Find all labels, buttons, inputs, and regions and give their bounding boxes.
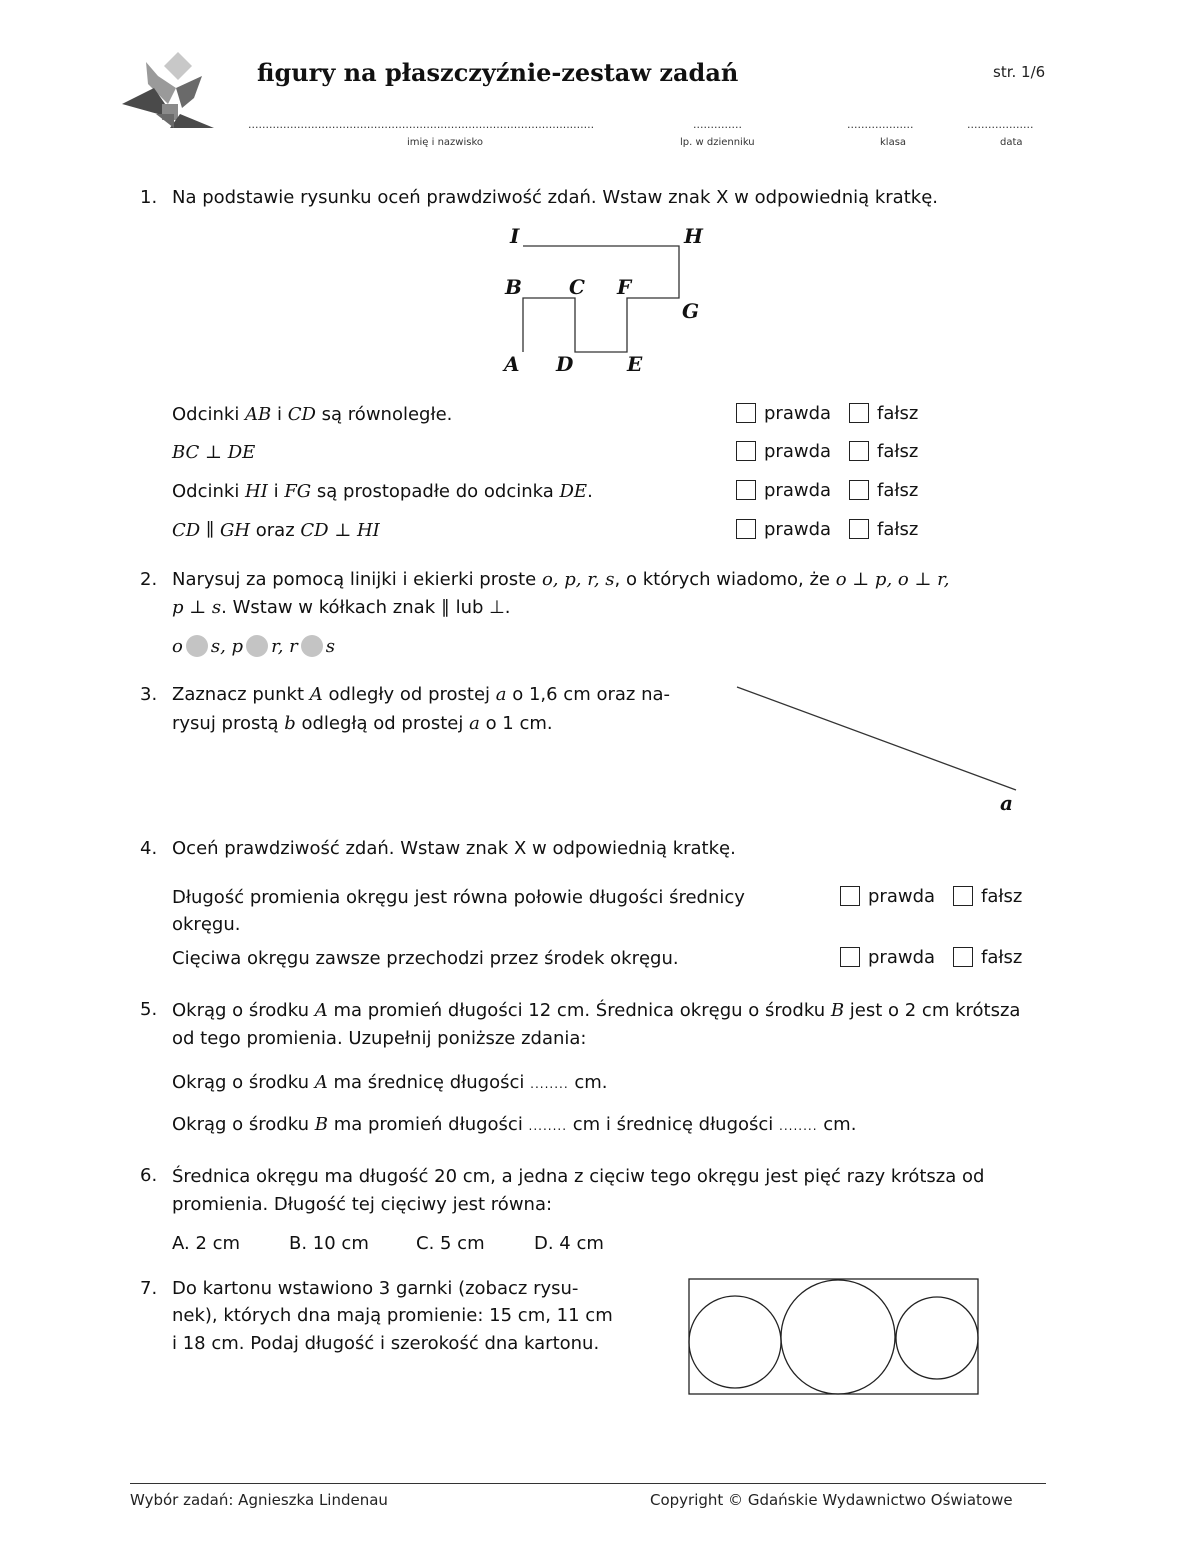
true-label: prawda [764,441,832,462]
relation-circle-o-s[interactable] [186,635,208,657]
true-label: prawda [868,886,936,907]
class-caption: klasa [880,137,907,148]
q1-s4-true-checkbox[interactable] [736,519,756,539]
q4-number: 4. [140,838,158,859]
q4-statement-1-line-1: Długość promienia okręgu jest równa połowie długości średnicy [172,887,745,908]
false-label: fałsz [877,480,919,501]
q6-line-1: Średnica okręgu ma długość 20 cm, a jedna z cięciw tego okręgu jest pięć razy krótsza od [172,1166,985,1187]
pot-18cm [781,1280,895,1394]
q5-sentence-1: Okrąg o środku A ma średnicę długości ........ cm. [172,1072,608,1093]
q5-radius-b-blank[interactable]: ........ [528,1119,568,1133]
q2-line-1: Narysuj za pomocą linijki i ekierki proste o, p, r, s, o których wiadomo, że o ⊥ p, o ⊥ r, [172,569,950,590]
page-number: str. 1/6 [993,63,1046,81]
q7-line-2: nek), których dna mają promienie: 15 cm, 11 cm [172,1305,613,1326]
point-label-i: I [510,224,520,248]
false-label: fałsz [981,947,1023,968]
q6-answer-c[interactable]: C. 5 cm [416,1233,485,1254]
q4-statement-1-line-2: okręgu. [172,914,241,935]
page-title: figury na płaszczyźnie-zestaw zadań [257,58,739,87]
q1-s2-choices [736,441,918,462]
footer-author: Wybór zadań: Agnieszka Lindenau [130,1491,388,1509]
q4-s1-true-checkbox[interactable] [840,886,860,906]
q4-s2-choices [840,947,1022,968]
q5-line-2: od tego promienia. Uzupełnij poniższe zdania: [172,1028,587,1049]
point-label-c: C [569,275,585,299]
q1-s4-false-checkbox[interactable] [849,519,869,539]
q3-number: 3. [140,684,158,705]
false-label: fałsz [877,441,919,462]
q7-number: 7. [140,1278,158,1299]
false-label: fałsz [981,886,1023,907]
register-number-caption: lp. w dzienniku [680,137,755,148]
q6-line-2: promienia. Długość tej cięciwy jest równa: [172,1194,553,1215]
point-label-h: H [684,224,703,248]
q4-s2-false-checkbox[interactable] [953,947,973,967]
q4-statement-2: Cięciwa okręgu zawsze przechodzi przez środek okręgu. [172,948,679,969]
false-label: fałsz [877,519,919,540]
point-label-a: A [504,352,520,376]
q4-s2-true-checkbox[interactable] [840,947,860,967]
q1-text: Na podstawie rysunku oceń prawdziwość zdań. Wstaw znak X w odpowiednią kratkę. [172,187,938,208]
q3-line-a [730,680,1030,800]
date-field[interactable]: ................... [967,118,1034,131]
q3-line-1: Zaznacz punkt A odległy od prostej a o 1,6 cm oraz na- [172,684,671,705]
point-label-d: D [556,352,574,376]
relation-circle-r-s[interactable] [301,635,323,657]
q1-s1-choices [736,403,918,424]
true-label: prawda [764,519,832,540]
q5-number: 5. [140,999,158,1020]
q6-answer-b[interactable]: B. 10 cm [289,1233,369,1254]
line-a-label: a [1000,791,1013,815]
q1-s3-true-checkbox[interactable] [736,480,756,500]
q5-line-1: Okrąg o środku A ma promień długości 12 cm. Średnica okręgu o środku B jest o 2 cm krótsza [172,1000,1021,1021]
footer-divider [130,1483,1046,1484]
q1-statement-4: CD ∥ GH oraz CD ⊥ HI [172,520,380,541]
q6-answer-a[interactable]: A. 2 cm [172,1233,241,1254]
q1-statement-2: BC ⊥ DE [172,442,256,463]
q5-sentence-2: Okrąg o środku B ma promień długości ........ cm i średnicę długości ........ cm. [172,1114,857,1135]
footer-copyright: Copyright © Gdańskie Wydawnictwo Oświatowe [650,1491,1013,1509]
q2-line-2: p ⊥ s. Wstaw w kółkach znak ∥ lub ⊥. [172,597,511,618]
point-label-b: B [505,275,522,299]
pot-11cm [896,1297,978,1379]
q4-text: Oceń prawdziwość zdań. Wstaw znak X w odpowiednią kratkę. [172,838,736,859]
q6-answer-d[interactable]: D. 4 cm [534,1233,604,1254]
q1-s2-true-checkbox[interactable] [736,441,756,461]
q3-line-2: rysuj prostą b odległą od prostej a o 1 cm. [172,713,553,734]
q5-diameter-a-blank[interactable]: ........ [530,1077,569,1091]
q7-carton-drawing [686,1276,982,1398]
q2-number: 2. [140,569,158,590]
q1-s3-choices [736,480,918,501]
publisher-logo [118,48,218,134]
true-label: prawda [868,947,936,968]
q7-line-1: Do kartonu wstawiono 3 garnki (zobacz rysu- [172,1278,579,1299]
q1-s3-false-checkbox[interactable] [849,480,869,500]
q1-s4-choices [736,519,918,540]
q4-s1-false-checkbox[interactable] [953,886,973,906]
q1-statement-3: Odcinki HI i FG są prostopadłe do odcinka DE. [172,481,593,502]
q1-statement-1: Odcinki AB i CD są równoległe. [172,404,453,425]
point-label-g: G [682,299,700,323]
q4-s1-choices [840,886,1022,907]
q1-s2-false-checkbox[interactable] [849,441,869,461]
class-field[interactable]: ................... [847,118,914,131]
q2-relations: o s, p r, r s [172,636,336,657]
point-label-f: F [617,275,632,299]
q7-line-3: i 18 cm. Podaj długość i szerokość dna kartonu. [172,1333,600,1354]
q1-s1-true-checkbox[interactable] [736,403,756,423]
name-field[interactable]: ................................................................................................... [248,118,595,131]
q5-diameter-b-blank[interactable]: ........ [779,1119,818,1133]
name-caption: imię i nazwisko [407,137,484,148]
false-label: fałsz [877,403,919,424]
q1-number: 1. [140,187,158,208]
point-label-e: E [627,352,643,376]
pot-15cm [689,1296,781,1388]
relation-circle-p-r[interactable] [246,635,268,657]
q1-s1-false-checkbox[interactable] [849,403,869,423]
true-label: prawda [764,480,832,501]
date-caption: data [1000,137,1023,148]
q6-number: 6. [140,1165,158,1186]
true-label: prawda [764,403,832,424]
register-number-field[interactable]: .............. [693,118,742,131]
